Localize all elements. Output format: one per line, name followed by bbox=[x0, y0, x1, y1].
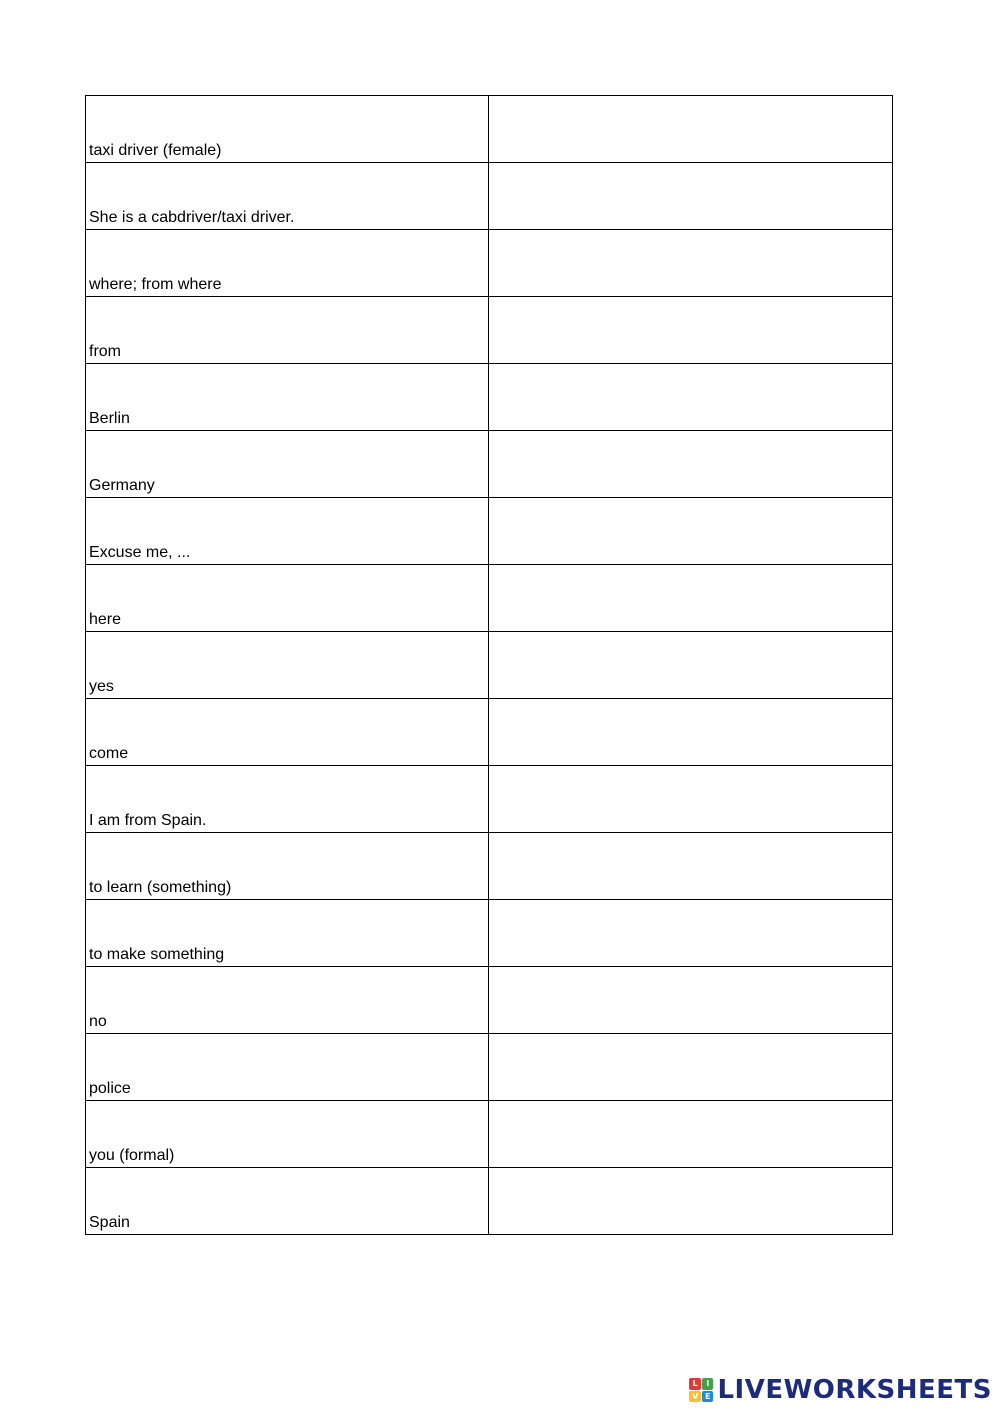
prompt-cell bbox=[86, 163, 489, 230]
prompt-text: Berlin bbox=[89, 410, 130, 427]
prompt-cell bbox=[86, 498, 489, 565]
answer-cell[interactable] bbox=[489, 1034, 893, 1101]
table-row bbox=[86, 766, 893, 833]
logo-letter: L bbox=[689, 1378, 701, 1390]
answer-input[interactable] bbox=[489, 632, 892, 698]
table-row bbox=[86, 967, 893, 1034]
prompt-text: no bbox=[89, 1013, 107, 1030]
answer-cell[interactable] bbox=[489, 230, 893, 297]
liveworksheets-logo-icon bbox=[689, 1378, 713, 1402]
answer-input[interactable] bbox=[489, 699, 892, 765]
answer-cell[interactable] bbox=[489, 1101, 893, 1168]
answer-cell[interactable] bbox=[489, 163, 893, 230]
prompt-text: to make something bbox=[89, 946, 225, 963]
prompt-cell bbox=[86, 96, 489, 163]
prompt-text: Excuse me, ... bbox=[89, 544, 191, 561]
table-row bbox=[86, 498, 893, 565]
answer-cell[interactable] bbox=[489, 967, 893, 1034]
brand-name: LIVEWORKSHEETS bbox=[717, 1375, 992, 1405]
answer-input[interactable] bbox=[489, 565, 892, 631]
prompt-text: to learn (something) bbox=[89, 879, 232, 896]
prompt-cell bbox=[86, 230, 489, 297]
answer-cell[interactable] bbox=[489, 431, 893, 498]
answer-input[interactable] bbox=[489, 1101, 892, 1167]
prompt-text: here bbox=[89, 611, 122, 628]
answer-input[interactable] bbox=[489, 230, 892, 296]
table-row bbox=[86, 1168, 893, 1235]
logo-letter: I bbox=[702, 1378, 714, 1390]
answer-input[interactable] bbox=[489, 833, 892, 899]
answer-input[interactable] bbox=[489, 431, 892, 497]
prompt-cell bbox=[86, 565, 489, 632]
answer-cell[interactable] bbox=[489, 297, 893, 364]
answer-cell[interactable] bbox=[489, 833, 893, 900]
prompt-text: Germany bbox=[89, 477, 155, 494]
brand-watermark bbox=[689, 1375, 992, 1405]
table-row bbox=[86, 163, 893, 230]
answer-cell[interactable] bbox=[489, 364, 893, 431]
answer-input[interactable] bbox=[489, 900, 892, 966]
prompt-text: taxi driver (female) bbox=[89, 142, 222, 159]
prompt-text: I am from Spain. bbox=[89, 812, 207, 829]
answer-input[interactable] bbox=[489, 297, 892, 363]
answer-cell[interactable] bbox=[489, 498, 893, 565]
answer-input[interactable] bbox=[489, 766, 892, 832]
answer-input[interactable] bbox=[489, 1168, 892, 1234]
table-row bbox=[86, 364, 893, 431]
table-row bbox=[86, 431, 893, 498]
table-row bbox=[86, 1101, 893, 1168]
prompt-cell bbox=[86, 766, 489, 833]
table-row bbox=[86, 230, 893, 297]
prompt-cell bbox=[86, 297, 489, 364]
answer-cell[interactable] bbox=[489, 632, 893, 699]
vocabulary-table-body bbox=[86, 96, 893, 1235]
table-row bbox=[86, 297, 893, 364]
answer-cell[interactable] bbox=[489, 96, 893, 163]
answer-input[interactable] bbox=[489, 364, 892, 430]
table-row bbox=[86, 96, 893, 163]
prompt-cell bbox=[86, 632, 489, 699]
prompt-cell bbox=[86, 967, 489, 1034]
answer-cell[interactable] bbox=[489, 766, 893, 833]
prompt-cell bbox=[86, 699, 489, 766]
answer-cell[interactable] bbox=[489, 565, 893, 632]
prompt-text: Spain bbox=[89, 1214, 130, 1231]
prompt-cell bbox=[86, 1101, 489, 1168]
table-row bbox=[86, 1034, 893, 1101]
answer-input[interactable] bbox=[489, 163, 892, 229]
answer-cell[interactable] bbox=[489, 1168, 893, 1235]
prompt-cell bbox=[86, 431, 489, 498]
table-row bbox=[86, 632, 893, 699]
table-row bbox=[86, 900, 893, 967]
prompt-text: you (formal) bbox=[89, 1147, 175, 1164]
prompt-text: police bbox=[89, 1080, 131, 1097]
logo-letter: E bbox=[702, 1391, 714, 1403]
answer-input[interactable] bbox=[489, 967, 892, 1033]
answer-cell[interactable] bbox=[489, 699, 893, 766]
answer-input[interactable] bbox=[489, 498, 892, 564]
prompt-cell bbox=[86, 833, 489, 900]
prompt-cell bbox=[86, 364, 489, 431]
table-row bbox=[86, 833, 893, 900]
table-row bbox=[86, 565, 893, 632]
prompt-cell bbox=[86, 900, 489, 967]
answer-input[interactable] bbox=[489, 96, 892, 162]
prompt-text: yes bbox=[89, 678, 114, 695]
answer-input[interactable] bbox=[489, 1034, 892, 1100]
answer-cell[interactable] bbox=[489, 900, 893, 967]
prompt-text: where; from where bbox=[89, 276, 222, 293]
prompt-text: from bbox=[89, 343, 121, 360]
prompt-text: She is a cabdriver/taxi driver. bbox=[89, 209, 295, 226]
prompt-text: come bbox=[89, 745, 129, 762]
vocabulary-table bbox=[85, 95, 893, 1235]
logo-letter: V bbox=[689, 1391, 701, 1403]
prompt-cell bbox=[86, 1034, 489, 1101]
prompt-cell bbox=[86, 1168, 489, 1235]
table-row bbox=[86, 699, 893, 766]
